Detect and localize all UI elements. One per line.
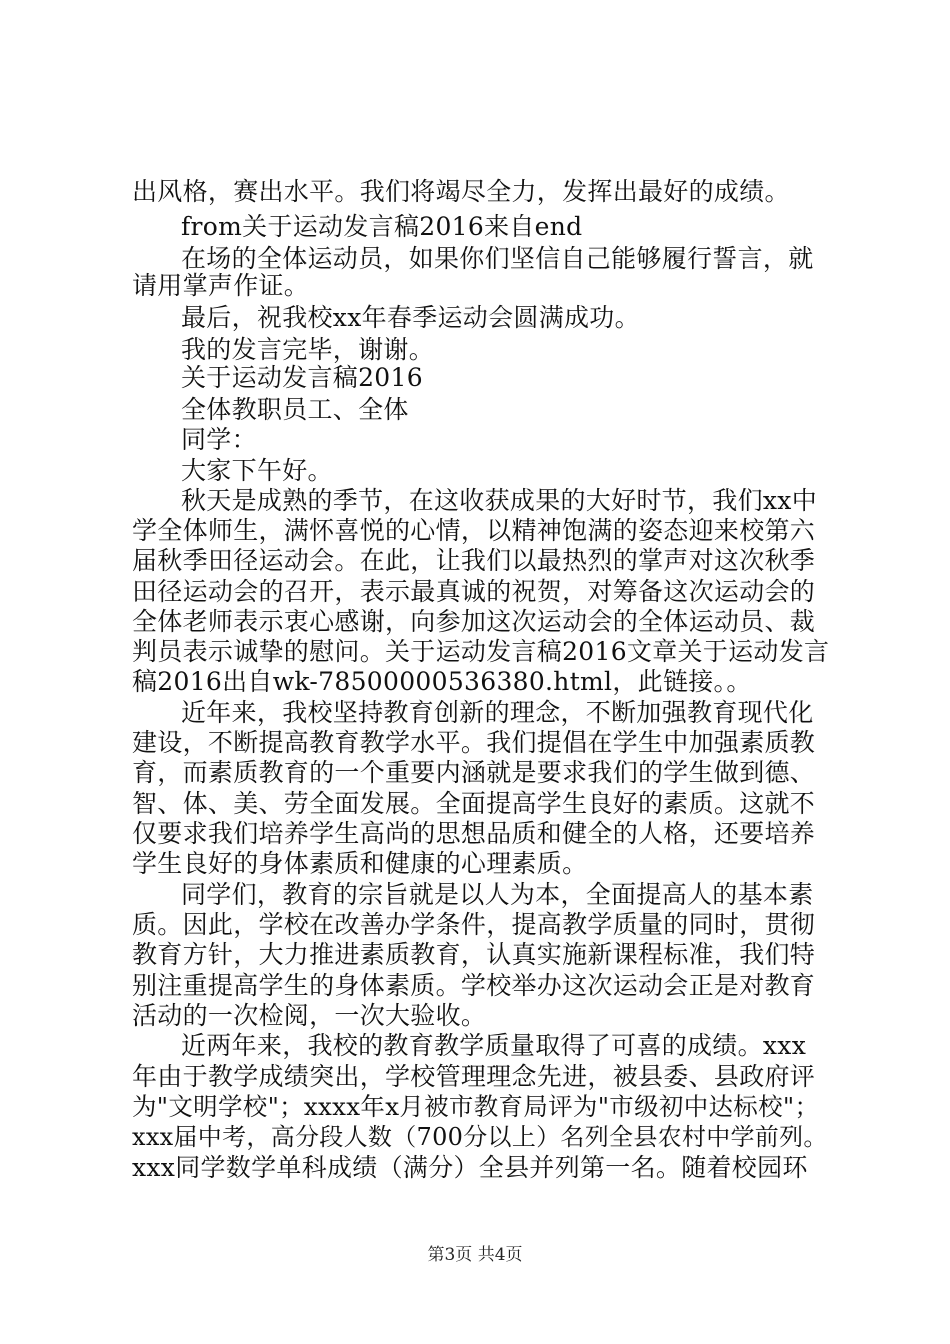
text-line: 建设，不断提高教育教学水平。我们提倡在学生中加强素质教 (132, 728, 816, 757)
text-line: 我的发言完毕，谢谢。 (181, 335, 435, 364)
text-line: 质。因此，学校在改善办学条件，提高教学质量的同时，贯彻 (132, 910, 816, 939)
text-line: 仅要求我们培养学生高尚的思想品质和健全的人格，还要培养 (132, 819, 816, 848)
text-line: 在场的全体运动员，如果你们坚信自己能够履行誓言，就 (181, 244, 814, 273)
text-line: 关于运动发言稿2016 (181, 363, 423, 392)
text-line: xxx同学数学单科成绩（满分）全县并列第一名。随着校园环 (132, 1153, 808, 1182)
text-line: 请用掌声作证。 (132, 271, 310, 300)
text-line: 判员表示诚挚的慰问。关于运动发言稿2016文章关于运动发言 (132, 637, 830, 666)
text-line: 活动的一次检阅，一次大验收。 (132, 1001, 487, 1030)
text-line: from关于运动发言稿2016来自end (181, 212, 583, 241)
text-line: 秋天是成熟的季节，在这收获成果的大好时节，我们xx中 (181, 486, 818, 515)
text-line: 届秋季田径运动会。在此，让我们以最热烈的掌声对这次秋季 (132, 546, 816, 575)
text-line: 近两年来，我校的教育教学质量取得了可喜的成绩。xxx (181, 1031, 807, 1060)
text-line: 教育方针，大力推进素质教育，认真实施新课程标准，我们特 (132, 940, 816, 969)
text-line: 同学： (181, 425, 257, 454)
text-line: 年由于教学成绩突出，学校管理理念先进，被县委、县政府评 (132, 1062, 816, 1091)
page-number-footer: 第3页 共4页 (427, 1245, 523, 1265)
text-line: 为"文明学校"；xxxx年x月被市教育局评为"市级初中达标校"； (132, 1092, 820, 1121)
text-line: 别注重提高学生的身体素质。学校举办这次运动会正是对教育 (132, 971, 816, 1000)
text-line: 田径运动会的召开，表示最真诚的祝贺，对筹备这次运动会的 (132, 577, 816, 606)
text-line: 学全体师生，满怀喜悦的心情，以精神饱满的姿态迎来校第六 (132, 516, 816, 545)
text-line: 学生良好的身体素质和健康的心理素质。 (132, 849, 588, 878)
text-line: 育，而素质教育的一个重要内涵就是要求我们的学生做到德、 (132, 758, 816, 787)
text-line: 近年来，我校坚持教育创新的理念，不断加强教育现代化 (181, 698, 814, 727)
text-line: xxx届中考，高分段人数（700分以上）名列全县农村中学前列。 (132, 1123, 828, 1151)
text-line: 同学们，教育的宗旨就是以人为本，全面提高人的基本素 (181, 880, 814, 909)
text-line: 智、体、美、劳全面发展。全面提高学生良好的素质。这就不 (132, 789, 816, 818)
text-line: 全体教职员工、全体 (181, 395, 409, 424)
text-line: 全体老师表示衷心感谢，向参加这次运动会的全体运动员、裁 (132, 607, 816, 636)
text-line: 最后，祝我校xx年春季运动会圆满成功。 (181, 303, 640, 332)
text-line: 出风格，赛出水平。我们将竭尽全力，发挥出最好的成绩。 (132, 177, 790, 206)
text-line: 大家下午好。 (181, 456, 333, 485)
text-line: 稿2016出自wk-78500000536380.html，此链接。。 (132, 667, 752, 696)
